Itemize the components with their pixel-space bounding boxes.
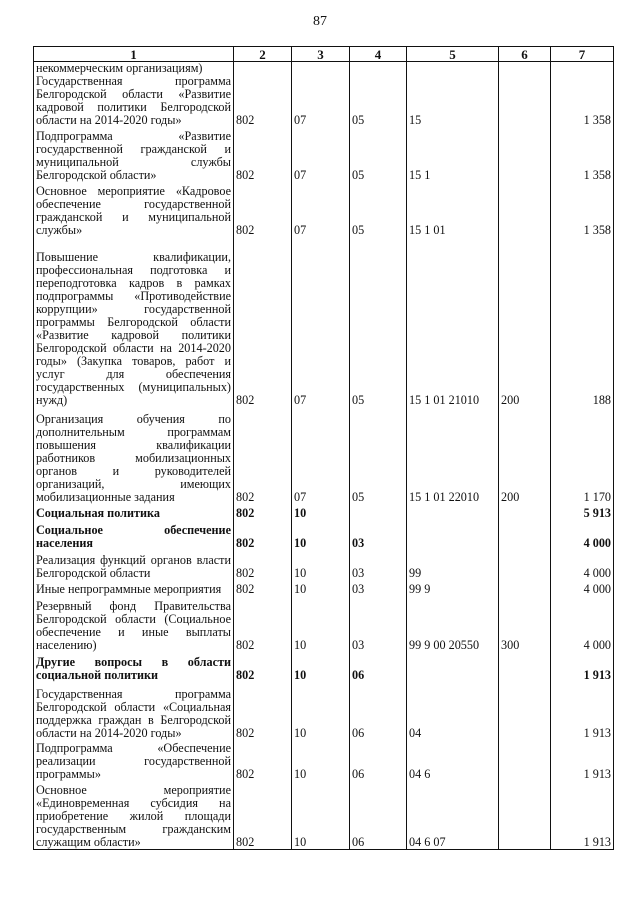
row-sum: 1 358 xyxy=(551,75,614,127)
row-sum: 1 358 xyxy=(551,182,614,237)
row-sum: 1 913 xyxy=(551,682,614,740)
row-gr-code: 802 xyxy=(234,237,292,407)
row-rz-code xyxy=(292,62,350,76)
row-gr-code: 802 xyxy=(234,740,292,781)
row-sum: 5 913 xyxy=(551,504,614,520)
row-pr-code: 03 xyxy=(350,520,407,550)
row-name: Основное мероприятие «Кадровое обеспечение государственной гражданской и муниципальной службы» xyxy=(34,182,234,237)
table-body xyxy=(34,62,614,850)
row-csr-code: 99 9 00 20550 xyxy=(407,596,499,652)
column-header: 7 xyxy=(551,47,614,62)
table-row xyxy=(34,127,614,182)
row-pr-code: 03 xyxy=(350,596,407,652)
table-row xyxy=(34,596,614,652)
table-row xyxy=(34,520,614,550)
row-gr-code xyxy=(234,62,292,76)
row-pr-code: 06 xyxy=(350,682,407,740)
row-csr-code xyxy=(407,62,499,76)
row-sum: 188 xyxy=(551,237,614,407)
row-name: Социальная политика xyxy=(34,504,234,520)
row-pr-code: 05 xyxy=(350,182,407,237)
row-rz-code: 07 xyxy=(292,127,350,182)
row-gr-code: 802 xyxy=(234,504,292,520)
row-name: некоммерческим организациям) xyxy=(34,62,234,76)
row-vr-code xyxy=(499,740,551,781)
row-vr-code xyxy=(499,127,551,182)
row-sum: 4 000 xyxy=(551,596,614,652)
header-row xyxy=(34,47,614,62)
row-csr-code xyxy=(407,652,499,682)
row-name: Иные непрограммные мероприятия xyxy=(34,580,234,596)
row-name: Повышение квалификации, профессиональная подготовка и переподготовка кадров в рамках подпрограммы «Противодействие коррупции» государственной программы Белгородской области «Развитие кадровой политики Белгородской области на 2014-2020 годы» (Закупка товаров, работ и услуг для обеспечения государственных (муниципальных) нужд) xyxy=(34,237,234,407)
row-sum: 1 358 xyxy=(551,127,614,182)
column-header: 5 xyxy=(407,47,499,62)
row-csr-code: 04 6 07 xyxy=(407,781,499,849)
row-vr-code xyxy=(499,550,551,580)
row-sum: 1 913 xyxy=(551,740,614,781)
table-row xyxy=(34,580,614,596)
row-gr-code: 802 xyxy=(234,652,292,682)
budget-table xyxy=(33,46,614,850)
row-sum xyxy=(551,62,614,76)
row-vr-code: 300 xyxy=(499,596,551,652)
table-row xyxy=(34,407,614,504)
row-vr-code xyxy=(499,580,551,596)
row-name: Резервный фонд Правительства Белгородской области (Социальное обеспечение и иные выплаты населению) xyxy=(34,596,234,652)
table-row xyxy=(34,781,614,849)
row-gr-code: 802 xyxy=(234,127,292,182)
row-sum: 4 000 xyxy=(551,550,614,580)
table-row xyxy=(34,237,614,407)
row-gr-code: 802 xyxy=(234,182,292,237)
row-csr-code: 15 xyxy=(407,75,499,127)
row-name: Реализация функций органов власти Белгородской области xyxy=(34,550,234,580)
table-row xyxy=(34,62,614,76)
row-name: Государственная программа Белгородской области «Социальная поддержка граждан в Белгородской области на 2014-2020 годы» xyxy=(34,682,234,740)
row-pr-code xyxy=(350,62,407,76)
row-csr-code: 99 9 xyxy=(407,580,499,596)
row-csr-code: 04 xyxy=(407,682,499,740)
row-name: Государственная программа Белгородской области «Развитие кадровой политики Белгородской области на 2014-2020 годы» xyxy=(34,75,234,127)
row-rz-code: 10 xyxy=(292,580,350,596)
row-sum: 4 000 xyxy=(551,580,614,596)
row-sum: 1 913 xyxy=(551,652,614,682)
row-pr-code: 03 xyxy=(350,550,407,580)
row-pr-code: 06 xyxy=(350,652,407,682)
row-gr-code: 802 xyxy=(234,596,292,652)
table-row xyxy=(34,504,614,520)
row-name: Основное мероприятие «Единовременная субсидия на приобретение жилой площади государственным гражданским служащим области» xyxy=(34,781,234,849)
row-vr-code xyxy=(499,504,551,520)
row-csr-code: 15 1 01 21010 xyxy=(407,237,499,407)
row-gr-code: 802 xyxy=(234,682,292,740)
table-row xyxy=(34,682,614,740)
table-row xyxy=(34,740,614,781)
row-pr-code: 06 xyxy=(350,740,407,781)
row-csr-code: 99 xyxy=(407,550,499,580)
column-header: 6 xyxy=(499,47,551,62)
row-vr-code xyxy=(499,652,551,682)
row-vr-code xyxy=(499,781,551,849)
row-pr-code: 05 xyxy=(350,407,407,504)
row-csr-code: 15 1 01 22010 xyxy=(407,407,499,504)
row-rz-code: 10 xyxy=(292,550,350,580)
row-sum: 1 913 xyxy=(551,781,614,849)
row-rz-code: 10 xyxy=(292,596,350,652)
row-pr-code: 05 xyxy=(350,237,407,407)
row-gr-code: 802 xyxy=(234,75,292,127)
row-rz-code: 07 xyxy=(292,75,350,127)
row-rz-code: 07 xyxy=(292,407,350,504)
row-gr-code: 802 xyxy=(234,781,292,849)
row-name: Социальное обеспечение населения xyxy=(34,520,234,550)
row-csr-code: 15 1 01 xyxy=(407,182,499,237)
row-rz-code: 10 xyxy=(292,682,350,740)
table-row xyxy=(34,75,614,127)
row-pr-code: 03 xyxy=(350,580,407,596)
row-gr-code: 802 xyxy=(234,550,292,580)
page-number: 87 xyxy=(313,14,327,29)
row-rz-code: 10 xyxy=(292,740,350,781)
row-rz-code: 10 xyxy=(292,652,350,682)
row-sum: 1 170 xyxy=(551,407,614,504)
row-csr-code: 04 6 xyxy=(407,740,499,781)
table-row xyxy=(34,550,614,580)
row-rz-code: 10 xyxy=(292,520,350,550)
row-vr-code xyxy=(499,62,551,76)
row-gr-code: 802 xyxy=(234,520,292,550)
table-row xyxy=(34,652,614,682)
row-sum: 4 000 xyxy=(551,520,614,550)
column-header: 1 xyxy=(34,47,234,62)
column-header: 3 xyxy=(292,47,350,62)
row-csr-code xyxy=(407,504,499,520)
row-vr-code xyxy=(499,682,551,740)
row-csr-code xyxy=(407,520,499,550)
row-vr-code xyxy=(499,75,551,127)
table-row xyxy=(34,182,614,237)
row-rz-code: 07 xyxy=(292,237,350,407)
row-name: Подпрограмма «Развитие государственной гражданской и муниципальной службы Белгородской области» xyxy=(34,127,234,182)
row-rz-code: 07 xyxy=(292,182,350,237)
row-pr-code: 05 xyxy=(350,75,407,127)
row-rz-code: 10 xyxy=(292,504,350,520)
row-pr-code xyxy=(350,504,407,520)
column-header: 4 xyxy=(350,47,407,62)
row-pr-code: 06 xyxy=(350,781,407,849)
row-name: Организация обучения по дополнительным программам повышения квалификации работников мобилизационных органов и руководителей организаций, имеющих мобилизационные задания xyxy=(34,407,234,504)
column-header: 2 xyxy=(234,47,292,62)
row-name: Другие вопросы в области социальной политики xyxy=(34,652,234,682)
row-gr-code: 802 xyxy=(234,407,292,504)
row-vr-code: 200 xyxy=(499,237,551,407)
row-vr-code xyxy=(499,182,551,237)
row-name: Подпрограмма «Обеспечение реализации государственной программы» xyxy=(34,740,234,781)
row-csr-code: 15 1 xyxy=(407,127,499,182)
row-vr-code: 200 xyxy=(499,407,551,504)
row-vr-code xyxy=(499,520,551,550)
row-gr-code: 802 xyxy=(234,580,292,596)
row-rz-code: 10 xyxy=(292,781,350,849)
row-pr-code: 05 xyxy=(350,127,407,182)
